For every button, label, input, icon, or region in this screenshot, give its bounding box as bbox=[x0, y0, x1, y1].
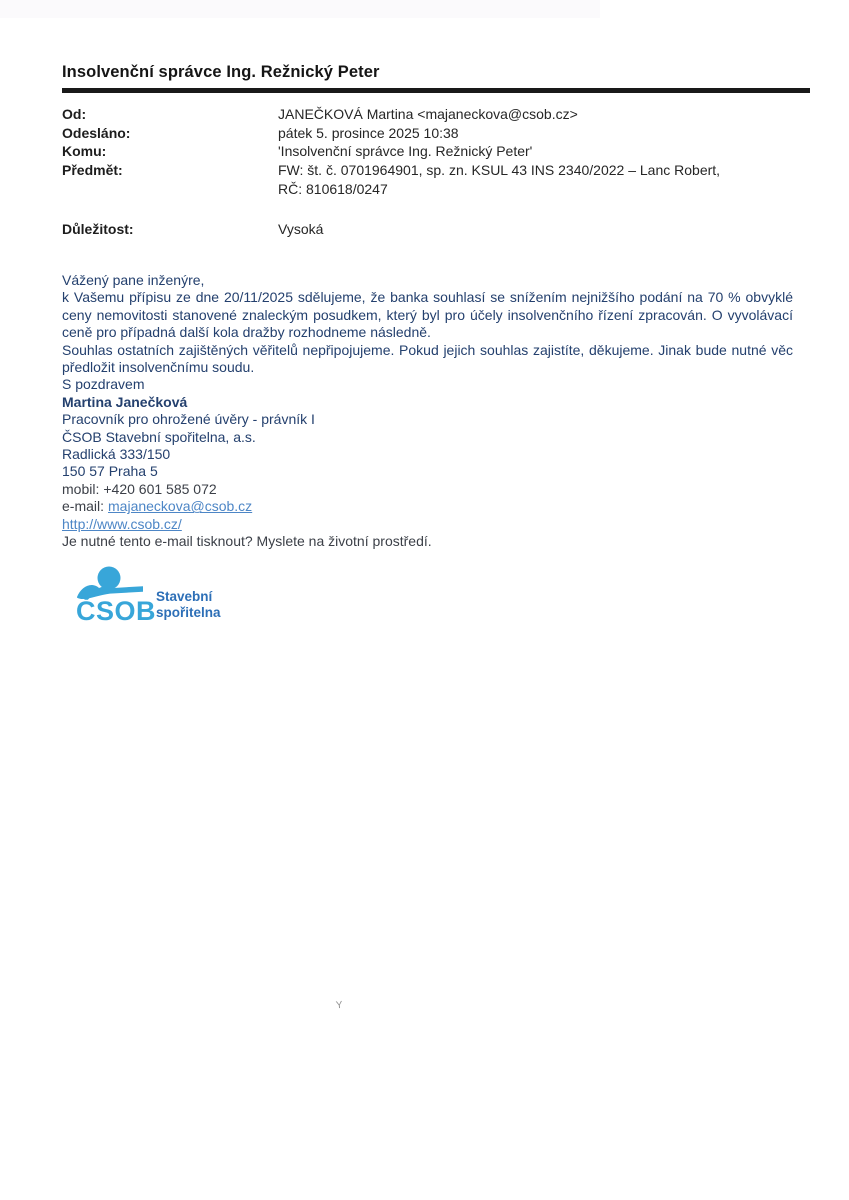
importance-row bbox=[62, 220, 748, 239]
subject-label: Předmět: bbox=[62, 162, 123, 179]
scan-artifact-tint bbox=[0, 0, 600, 18]
subject-value: FW: št. č. 0701964901, sp. zn. KSUL 43 INS 2340/2022 – Lanc Robert, RČ: 810618/0247 bbox=[278, 162, 721, 197]
header-row-sent bbox=[62, 124, 748, 143]
importance-label: Důležitost: bbox=[62, 221, 134, 237]
csob-tagline-line1: Stavební bbox=[156, 588, 213, 604]
to-label: Komu: bbox=[62, 143, 107, 160]
header-row-from bbox=[62, 105, 748, 124]
email-label: e-mail: bbox=[62, 498, 105, 515]
body-paragraph-2: Souhlas ostatních zajištěných věřitelů nepřipojujeme. Pokud jejich souhlas zajistíte, děkujeme. Jinak bude nutné věc předložit insolvenčnímu soudu. bbox=[62, 341, 793, 376]
page-title: Insolvenční správce Ing. Režnický Peter bbox=[62, 63, 380, 81]
email-link[interactable]: majaneckova@csob.cz bbox=[108, 498, 253, 515]
sent-value: pátek 5. prosince 2025 10:38 bbox=[278, 124, 459, 141]
signature-city: 150 57 Praha 5 bbox=[62, 463, 158, 480]
email-line bbox=[62, 498, 793, 515]
salutation: Vážený pane inženýre, bbox=[62, 272, 205, 288]
signature-role: Pracovník pro ohrožené úvěry - právník I bbox=[62, 411, 315, 428]
csob-brand-text: ČSOB bbox=[76, 595, 157, 625]
signature-name: Martina Janečková bbox=[62, 393, 188, 410]
mobile-number: +420 601 585 072 bbox=[103, 480, 217, 497]
title-divider bbox=[62, 88, 810, 93]
website-link[interactable]: http://www.csob.cz/ bbox=[62, 515, 182, 532]
scan-artifact-mark: Y bbox=[335, 999, 344, 1012]
from-label: Od: bbox=[62, 106, 87, 122]
csob-tagline-line2: spořitelna bbox=[156, 604, 221, 620]
header-row-to bbox=[62, 142, 748, 161]
signature-company: ČSOB Stavební spořitelna, a.s. bbox=[62, 428, 256, 445]
website-line bbox=[62, 516, 793, 533]
signature-street: Radlická 333/150 bbox=[62, 446, 171, 463]
importance-value: Vysoká bbox=[278, 221, 324, 237]
email-body bbox=[62, 272, 793, 635]
csob-logo-icon bbox=[76, 563, 166, 625]
header-row-subject bbox=[62, 161, 748, 198]
sent-label: Odesláno: bbox=[62, 124, 131, 141]
from-value: JANEČKOVÁ Martina <majaneckova@csob.cz> bbox=[278, 106, 578, 122]
mobile-line bbox=[62, 481, 793, 498]
body-paragraph-1: k Vašemu přípisu ze dne 20/11/2025 sdělujeme, že banka souhlasí se snížením nejnižšího podání na 70 % obvyklé ceny nemovitosti stanovené znaleckým posudkem, který byl pro účely insolvenčního řízení zpracován. O vyvolávací ceně pro případná další kola dražby rozhodneme následně. bbox=[62, 289, 793, 341]
mobile-label: mobil: bbox=[62, 480, 100, 497]
closing: S pozdravem bbox=[62, 376, 145, 393]
to-value: 'Insolvenční správce Ing. Režnický Peter' bbox=[278, 143, 533, 160]
email-header-fields bbox=[62, 105, 748, 199]
csob-tagline bbox=[156, 589, 221, 621]
eco-note: Je nutné tento e-mail tisknout? Myslete na životní prostředí. bbox=[62, 533, 432, 550]
csob-logo bbox=[62, 563, 793, 635]
